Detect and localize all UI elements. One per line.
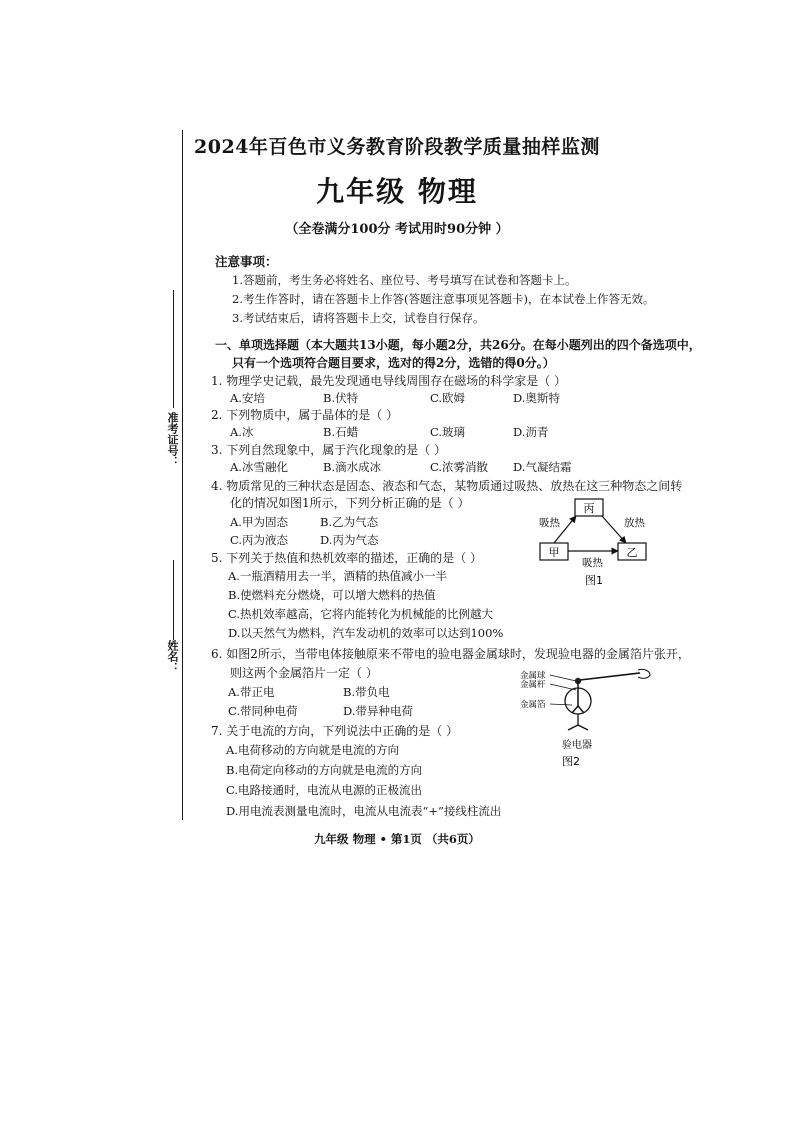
option: A.甲为固态 bbox=[230, 515, 288, 529]
option: D.带异种电荷 bbox=[343, 704, 413, 718]
name-label: 姓名： bbox=[166, 640, 179, 673]
fig2-label-ball: 金属球 bbox=[520, 671, 546, 681]
question-stem: 5. 下列关于热值和热机效率的描述，正确的是（ ） bbox=[211, 551, 483, 565]
option: C.浓雾消散 bbox=[430, 460, 489, 474]
option: D.丙为气态 bbox=[320, 533, 379, 547]
option: B.带负电 bbox=[343, 685, 390, 699]
section-heading: 一、单项选择题（本大题共13小题，每小题2分，共26分。在每小题列出的四个备选项中， bbox=[215, 338, 701, 352]
question-stem: 6. 如图2所示，当带电体接触原来不带电的验电器金属球时，发现验电器的金属箔片张开， bbox=[211, 647, 690, 661]
fig1-label-absorb-bottom: 吸热 bbox=[582, 557, 603, 569]
leader-ball bbox=[550, 675, 576, 681]
question-stem-cont: 化的情况如图1所示，下列分析正确的是（ ） bbox=[230, 496, 470, 510]
notice-item: 1.答题前，考生务必将姓名、座位号、考号填写在试卷和答题卡上。 bbox=[232, 273, 577, 287]
fig1-label-bing: 丙 bbox=[583, 502, 595, 515]
page-footer: 九年级 物理 • 第1页 （共6页） bbox=[314, 832, 480, 846]
option: A.电荷移动的方向就是电流的方向 bbox=[226, 743, 399, 757]
fig1-caption: 图1 bbox=[585, 574, 603, 587]
question-stem: 3. 下列自然现象中，属于汽化现象的是（ ） bbox=[211, 443, 447, 457]
option: B.伏特 bbox=[323, 391, 359, 405]
figure-2-electroscope bbox=[518, 668, 658, 770]
option: B.滴水成冰 bbox=[323, 460, 382, 474]
option: D.以天然气为燃料，汽车发动机的效率可以达到100% bbox=[228, 626, 504, 640]
exam-id-blank-line bbox=[173, 290, 174, 408]
question-stem: 2. 下列物质中，属于晶体的是（ ） bbox=[211, 408, 399, 422]
fig1-label-yi: 乙 bbox=[626, 546, 638, 559]
arrow-bing-to-yi bbox=[602, 516, 626, 543]
subject-title: 九年级 物理 bbox=[316, 175, 478, 208]
exam-id-label: 准考证号： bbox=[166, 412, 179, 467]
option: D.奥斯特 bbox=[513, 391, 560, 405]
section-heading-cont: 只有一个选项符合题目要求，选对的得2分，选错的得0分。） bbox=[232, 356, 555, 370]
option: B.使燃料充分燃烧，可以增大燃料的热值 bbox=[228, 588, 436, 602]
option: C.带同种电荷 bbox=[228, 704, 298, 718]
fig1-label-absorb-left: 吸热 bbox=[539, 517, 560, 529]
question-stem: 4. 物质常见的三种状态是固态、液态和气态，某物质通过吸热、放热在这三种物态之间转 bbox=[211, 479, 683, 493]
option: B.石蜡 bbox=[323, 425, 359, 439]
figure-1-state-diagram bbox=[530, 496, 660, 592]
notice-item: 2.考生作答时，请在答题卡上作答(答题注意事项见答题卡)，在本试卷上作答无效。 bbox=[232, 292, 655, 306]
fig1-label-release-right: 放热 bbox=[624, 517, 645, 529]
notice-item: 3.考试结束后，请将答题卡上交，试卷自行保存。 bbox=[232, 311, 485, 325]
leader-foil bbox=[550, 704, 572, 705]
option: A.冰 bbox=[230, 425, 254, 439]
option: B.乙为气态 bbox=[320, 515, 379, 529]
fig2-label-rod: 金属杆 bbox=[520, 680, 546, 690]
option: C.欧姆 bbox=[430, 391, 466, 405]
charged-rod bbox=[580, 673, 640, 680]
metal-foil-left bbox=[572, 706, 578, 713]
fig2-label-device: 验电器 bbox=[562, 740, 592, 751]
question-stem: 1. 物理学史记载，最先发现通电导线周围存在磁场的科学家是（ ） bbox=[211, 374, 567, 388]
option: A.带正电 bbox=[228, 685, 275, 699]
option: C.丙为液态 bbox=[230, 533, 289, 547]
fig2-caption: 图2 bbox=[562, 755, 580, 768]
question-stem: 7. 关于电流的方向，下列说法中正确的是（ ） bbox=[211, 724, 459, 738]
exam-title: 2024年百色市义务教育阶段教学质量抽样监测 bbox=[194, 136, 600, 158]
option: D.用电流表测量电流时，电流从电流表“+”接线柱流出 bbox=[226, 804, 502, 818]
metal-foil-right bbox=[578, 706, 584, 713]
option: C.热机效率越高，它将内能转化为机械能的比例越大 bbox=[228, 607, 494, 621]
option: A.冰雪融化 bbox=[230, 460, 288, 474]
option: C.玻璃 bbox=[430, 425, 466, 439]
option: D.沥青 bbox=[513, 425, 549, 439]
option: A.一瓶酒精用去一半，酒精的热值减小一半 bbox=[228, 569, 447, 583]
option: A.安培 bbox=[230, 391, 265, 405]
option: D.气凝结霜 bbox=[513, 460, 572, 474]
question-stem-cont: 则这两个金属箔片一定（ ） bbox=[230, 666, 378, 680]
fig1-label-jia: 甲 bbox=[548, 546, 560, 559]
option: B.电荷定向移动的方向就是电流的方向 bbox=[226, 763, 423, 777]
option: C.电路接通时，电流从电源的正极流出 bbox=[226, 783, 423, 797]
notice-title: 注意事项： bbox=[215, 254, 278, 269]
score-info: （全卷满分100分 考试用时90分钟 ） bbox=[285, 222, 509, 237]
hand-icon bbox=[638, 669, 650, 678]
fig2-label-foil: 金属箔 bbox=[520, 700, 546, 710]
name-blank-line bbox=[173, 560, 174, 640]
